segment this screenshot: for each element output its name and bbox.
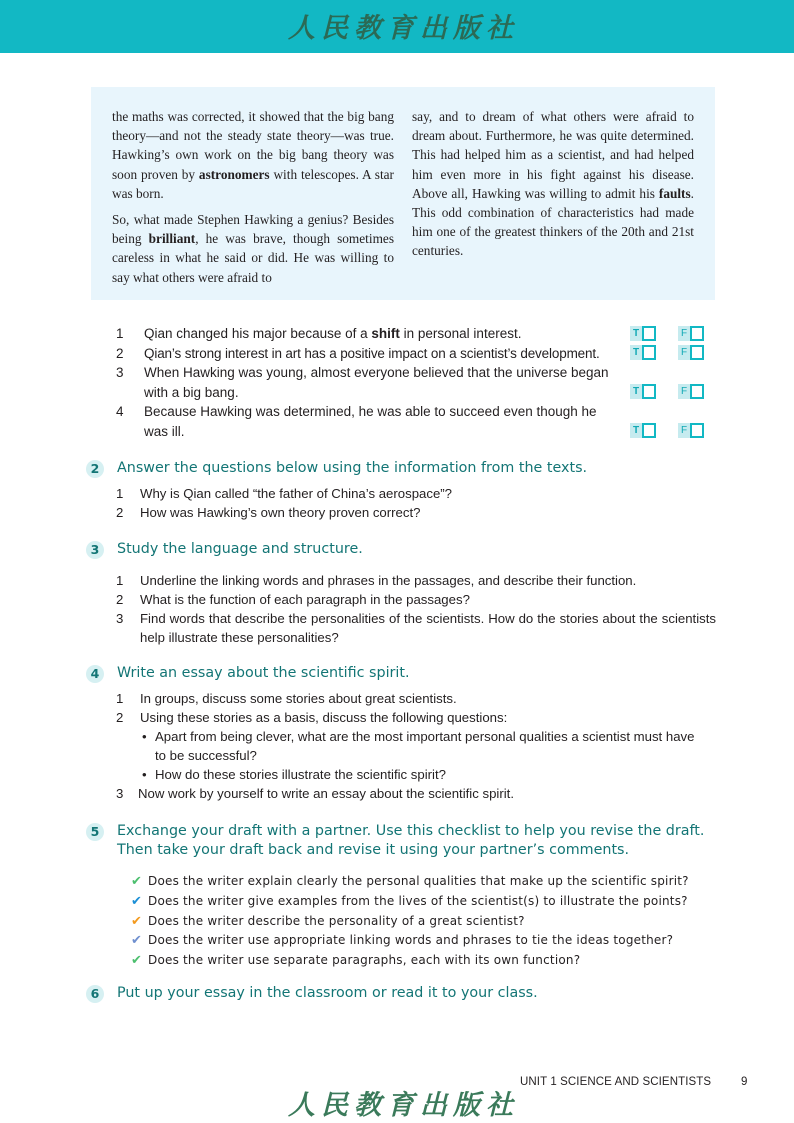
paragraph-text: . This odd combination of characteristics had made him one of the greatest thinkers of the 20th and 21st centuries. — [412, 185, 694, 259]
true-label: T — [630, 423, 642, 438]
publisher-logo: 人民教育出版社 — [288, 1090, 519, 1121]
activity-title: Put up your essay in the classroom or read it to your class. — [117, 985, 538, 1001]
highlighted-vocabulary-word: astronomers — [198, 166, 270, 182]
false-label: F — [678, 384, 690, 399]
bullet-item: • How do these stories illustrate the scientific spirit? — [142, 767, 446, 782]
check-icon: ✔ — [131, 933, 143, 949]
activity-number-badge: 2 — [86, 460, 104, 478]
true-false-list — [116, 324, 721, 441]
unit-label: UNIT 1 SCIENCE AND SCIENTISTS — [520, 1076, 712, 1088]
activity-2 — [86, 459, 726, 522]
false-label: F — [678, 345, 690, 360]
question-item: 2 What is the function of each paragraph in the passages? — [116, 592, 470, 607]
paragraph-text: say, and to dream of what others were afraid to dream about. Furthermore, he was quite determined. This had helped him as a scientist, and had helped him even more in his fight against his disease. Above all, Hawking was willing to admit his — [412, 109, 694, 201]
check-icon: ✔ — [131, 953, 143, 969]
checklist-item — [131, 931, 726, 951]
false-label: F — [678, 326, 690, 341]
tf-item — [116, 363, 721, 402]
activity-title: Answer the questions below using the information from the texts. — [117, 460, 588, 476]
page-number: 9 — [741, 1076, 748, 1088]
activity-number-badge: 5 — [86, 823, 104, 841]
reading-passage-box — [91, 87, 715, 300]
question-item: 1 In groups, discuss some stories about great scientists. — [116, 691, 457, 706]
checklist-item — [131, 892, 726, 912]
true-label: T — [630, 326, 642, 341]
true-label: T — [630, 345, 642, 360]
reading-paragraph — [112, 210, 394, 287]
check-icon: ✔ — [131, 913, 143, 929]
tf-item-text: Qian changed his major because of a shift in personal interest. — [144, 326, 522, 341]
checklist-text: Does the writer explain clearly the personal qualities that make up the scientific spirit? — [148, 874, 689, 888]
check-icon: ✔ — [131, 874, 143, 889]
tf-item — [116, 402, 721, 441]
reading-column-right — [412, 107, 694, 268]
reading-column-left — [112, 107, 394, 294]
question-item: 2 Using these stories as a basis, discuss the following questions: — [116, 710, 508, 725]
highlighted-vocabulary-word: brilliant — [148, 231, 196, 247]
checklist-text: Does the writer give examples from the lives of the scientist(s) to illustrate the points? — [148, 893, 688, 908]
activity-number-badge: 6 — [86, 985, 104, 1003]
activity-6 — [86, 984, 726, 1003]
paragraph-text: So, what made Stephen Hawking a genius? Besides being — [112, 212, 394, 247]
activity-3 — [86, 540, 726, 647]
tf-item-number: 2 — [116, 345, 124, 361]
checklist-item — [131, 872, 726, 892]
activity-number-badge: 4 — [86, 665, 104, 683]
question-item: 1 Why is Qian called “the father of China’s aerospace”? — [116, 486, 453, 501]
tf-item — [116, 324, 721, 344]
reading-paragraph — [112, 107, 394, 203]
checklist-text: Does the writer use separate paragraphs, each with its own function? — [148, 953, 581, 968]
tf-item-text: Because Hawking was determined, he was able to succeed even though he was ill. — [144, 404, 597, 439]
activity-number-badge: 3 — [86, 541, 104, 559]
checklist-text: Does the writer use appropriate linking words and phrases to tie the ideas together? — [148, 933, 674, 948]
revision-checklist — [131, 872, 726, 971]
paragraph-text: with telescopes. A star was born. — [112, 166, 394, 201]
tf-item-number: 1 — [116, 326, 124, 341]
question-item: 3 Now work by yourself to write an essay about the scientific spirit. — [116, 786, 514, 801]
checklist-text: Does the writer describe the personality of a great scientist? — [148, 913, 525, 928]
tf-item-text: When Hawking was young, almost everyone believed that the universe began with a big bang. — [144, 365, 609, 400]
activity-5 — [86, 822, 726, 971]
false-label: F — [678, 423, 690, 438]
true-label: T — [630, 384, 642, 399]
activity-4 — [86, 664, 726, 803]
checklist-item — [131, 951, 726, 971]
activity-title: Exchange your draft with a partner. Use this checklist to help you revise the draft. Then take your draft back and revise it using your partner’s comments. — [117, 823, 705, 858]
publisher-logo: 人民教育出版社 — [288, 13, 519, 44]
question-item: 2 How was Hawking’s own theory proven correct? — [116, 505, 421, 520]
activity-title: Study the language and structure. — [117, 541, 363, 557]
reading-paragraph — [412, 107, 694, 261]
paragraph-text: , he was brave, though sometimes careless in what he said or did. He was willing to say what others were afraid to — [112, 231, 394, 285]
highlighted-vocabulary-word: faults — [658, 185, 691, 201]
tf-item-number: 3 — [116, 365, 124, 380]
tf-item — [116, 344, 721, 364]
tf-item-text: Qian’s strong interest in art has a positive impact on a scientist’s development. — [144, 345, 600, 361]
activity-title: Write an essay about the scientific spirit. — [117, 665, 410, 681]
bullet-item: • Apart from being clever, what are the most important personal qualities a scientist must have to be successful? — [142, 729, 695, 763]
paragraph-text: the maths was corrected, it showed that the big bang theory—and not the steady state theory—was true. Hawking’s own work on the big bang theory was soon proven by — [112, 109, 394, 182]
checklist-item — [131, 912, 726, 932]
question-item: 3 Find words that describe the personalities of the scientists. How do the stories about the scientists help illustrate these personalities? — [116, 611, 716, 645]
question-item: 1 Underline the linking words and phrases in the passages, and describe their function. — [116, 573, 637, 588]
check-icon: ✔ — [131, 893, 143, 909]
tf-item-number: 4 — [116, 404, 124, 419]
